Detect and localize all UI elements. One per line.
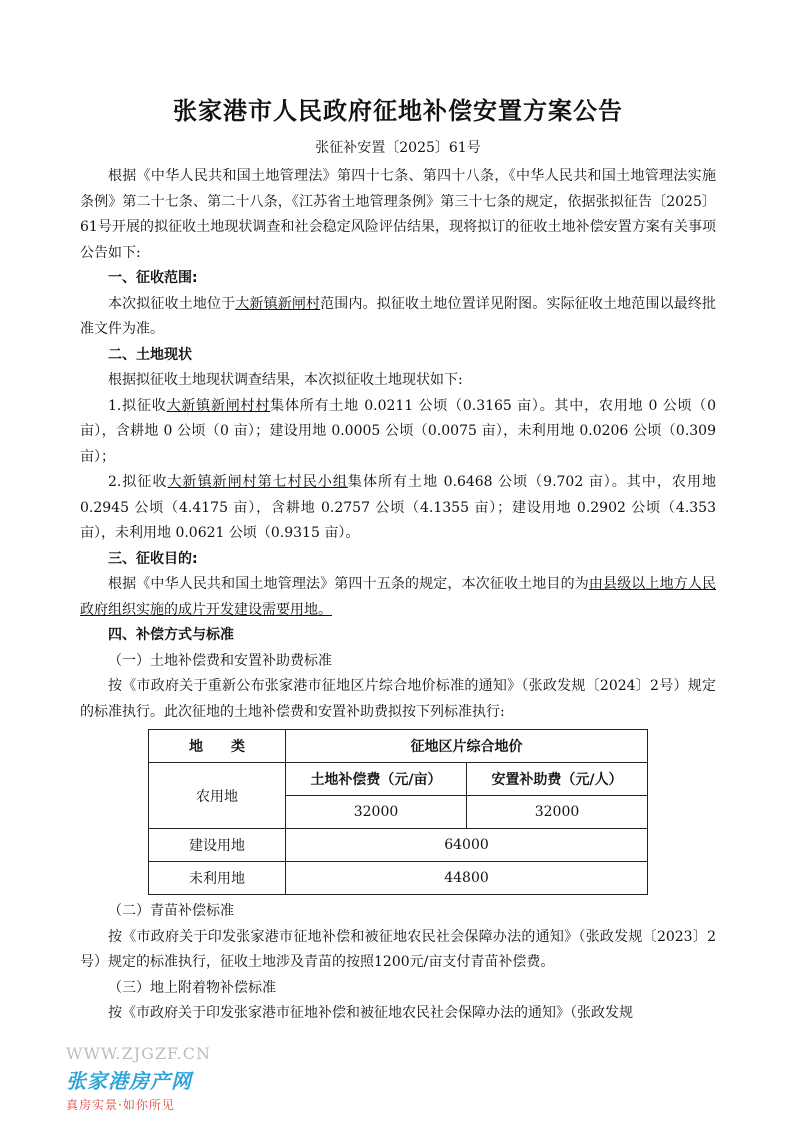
subsection-3-paragraph: 按《市政府关于印发张家港市征地补偿和被征地农民社会保障办法的通知》（张政发规	[108, 1005, 633, 1021]
text-run: 范围内。拟征收土地位置详见附图。实际征收土地范围以最终批准文件为准。	[80, 295, 717, 337]
land-item-2	[80, 470, 716, 547]
watermark-slogan: 真房实景·如你所见	[66, 1098, 175, 1112]
header-land-compensation: 土地补偿费（元/亩）	[286, 763, 467, 796]
document-page	[80, 94, 716, 1027]
cell-unused-value: 44800	[286, 862, 648, 895]
section-1-heading: 一、征收范围:	[108, 270, 198, 286]
text-run: 2.拟征收	[108, 474, 168, 490]
row-label-farmland: 农用地	[149, 763, 286, 829]
text-run: 1.拟征收	[108, 397, 167, 414]
land-item-1	[80, 394, 716, 471]
subsection-2-heading: （二）青苗补偿标准	[108, 903, 234, 919]
section-3-heading: 三、征收目的:	[108, 550, 198, 567]
section-3-paragraph	[80, 572, 716, 623]
row-label-construction: 建设用地	[149, 829, 286, 862]
text-run: 集体所有土地 0.6468 公顷（9.702 亩）。其中，农用地 0.2945 公顷（4.4175 亩），含耕地 0.2757 公顷（4.1355 亩）；建设用地 0.2902 公顷（4.353 亩），未利用地 0.0621 公顷（0.9315 亩）。	[80, 474, 716, 541]
header-resettlement: 安置补助费（元/人）	[467, 763, 648, 796]
village-name: 大新镇新闸村	[235, 295, 321, 312]
cell-farmland-land: 32000	[286, 796, 467, 829]
watermark-brand-logo: 张家港房产网	[66, 1069, 192, 1093]
purpose-text: 由县级以上地方人民政府组织实施的成片开发建设需要用地。	[80, 576, 717, 618]
text-run: 本次拟征收土地位于	[108, 295, 236, 312]
site-watermark	[66, 1044, 266, 1113]
header-price: 征地区片综合地价	[286, 730, 648, 763]
section-4-heading: 四、补偿方式与标准	[108, 627, 234, 643]
watermark-url: WWW.ZJGZF.CN	[66, 1044, 211, 1063]
section-2-intro: 根据拟征收土地现状调查结果，本次拟征收土地现状如下:	[108, 372, 463, 388]
text-run: 集体所有土地 0.0211 公顷（0.3165 亩）。其中，农用地 0 公顷（0 亩），含耕地 0 公顷（0 亩）；建设用地 0.0005 公顷（0.0075 亩），未利用地 0.0206 公顷（0.309 亩）；	[80, 397, 717, 465]
compensation-table	[148, 729, 648, 895]
intro-paragraph: 根据《中华人民共和国土地管理法》第四十七条、第四十八条，《中华人民共和国土地管理法实施条例》第二十七条、第二十八条，《江苏省土地管理条例》第三十七条的规定，依据张拟征告〔2025〕61号开展的拟征收土地现状调查和社会稳定风险评估结果，现将拟订的征收土地补偿安置方案有关事项公告如下:	[80, 168, 716, 261]
cell-farmland-resettle: 32000	[467, 796, 648, 829]
section-2-heading: 二、土地现状	[108, 346, 192, 363]
page-title: 张家港市人民政府征地补偿安置方案公告	[173, 96, 623, 125]
subsection-3-heading: （三）地上附着物补偿标准	[108, 979, 276, 996]
text-run: 根据《中华人民共和国土地管理法》第四十五条的规定，本次征收土地目的为	[108, 576, 589, 592]
document-number: 张征补安置〔2025〕61号	[315, 140, 481, 156]
subsection-2-paragraph: 按《市政府关于印发张家港市征地补偿和被征地农民社会保障办法的通知》（张政发规〔2023〕2号）规定的标准执行，征收土地涉及青苗的按照1200元/亩支付青苗补偿费。	[80, 928, 716, 970]
row-label-unused: 未利用地	[149, 862, 286, 895]
header-land-type: 地 类	[149, 730, 286, 763]
subsection-1-heading: （一）土地补偿费和安置补助费标准	[108, 652, 332, 669]
subsection-1-paragraph: 按《市政府关于重新公布张家港市征地区片综合地价标准的通知》（张政发规〔2024〕2号）规定的标准执行。此次征地的土地补偿费和安置补助费拟按下列标准执行:	[80, 678, 716, 720]
village-name: 大新镇新闸村村	[166, 397, 271, 414]
cell-construction-value: 64000	[286, 829, 648, 862]
section-1-paragraph	[80, 292, 716, 343]
group-name: 大新镇新闸村第七村民小组	[167, 474, 348, 490]
